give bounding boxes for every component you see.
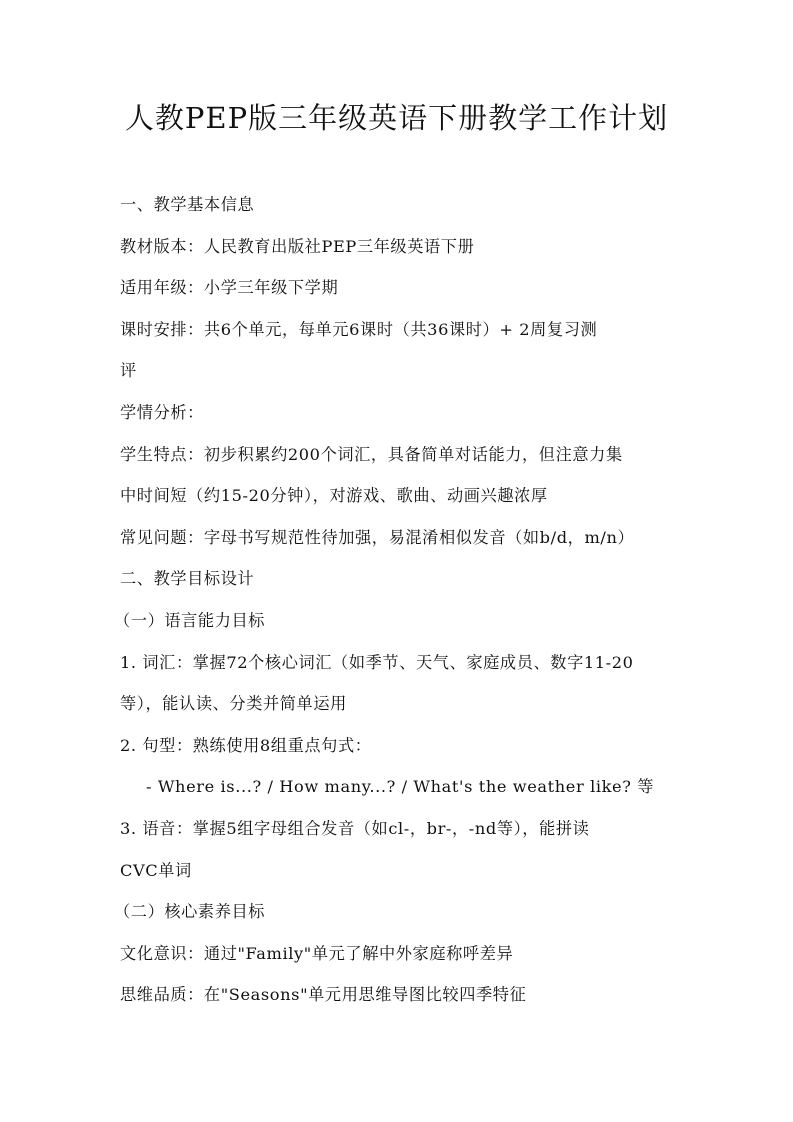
- class-schedule: 课时安排：共6个单元，每单元6课时（共36课时）+ 2周复习测: [120, 319, 598, 339]
- subsection-core-literacy: （二）核心素养目标: [114, 902, 266, 922]
- textbook-version: 教材版本：人民教育出版社PEP三年级英语下册: [120, 236, 475, 256]
- applicable-grade: 适用年级：小学三年级下学期: [120, 278, 339, 298]
- document-title: 人教PEP版三年级英语下册教学工作计划: [124, 101, 669, 135]
- student-characteristics-continued: 中时间短（约15-20分钟），对游戏、歌曲、动画兴趣浓厚: [120, 486, 548, 506]
- objective-phonics: 3. 语音：掌握5组字母组合发音（如cl-，br-，-nd等），能拼读: [120, 818, 590, 838]
- common-problems: 常见问题：字母书写规范性待加强，易混淆相似发音（如b/d，m/n）: [120, 527, 635, 547]
- cultural-awareness: 文化意识：通过"Family"单元了解中外家庭称呼差异: [120, 943, 514, 963]
- objective-sentence-patterns: 2. 句型：熟练使用8组重点句式：: [120, 735, 372, 755]
- section-heading-objectives: 二、教学目标设计: [120, 569, 255, 589]
- objective-phonics-continued: CVC单词: [120, 860, 192, 880]
- student-characteristics: 学生特点：初步积累约200个词汇，具备简单对话能力，但注意力集: [120, 444, 623, 464]
- section-heading-basic-info: 一、教学基本信息: [120, 195, 255, 214]
- thinking-quality: 思维品质：在"Seasons"单元用思维导图比较四季特征: [120, 985, 527, 1005]
- objective-vocabulary: 1. 词汇：掌握72个核心词汇（如季节、天气、家庭成员、数字11-20: [120, 652, 634, 672]
- class-schedule-continued: 评: [120, 361, 137, 381]
- student-analysis-heading: 学情分析：: [120, 402, 204, 422]
- document-body: [114, 184, 680, 1016]
- objective-vocabulary-continued: 等），能认读、分类并简单运用: [120, 694, 347, 714]
- subsection-language-ability: （一）语言能力目标: [114, 610, 266, 630]
- sentence-pattern-examples: - Where is...? / How many...? / What's the weather like? 等: [146, 777, 655, 797]
